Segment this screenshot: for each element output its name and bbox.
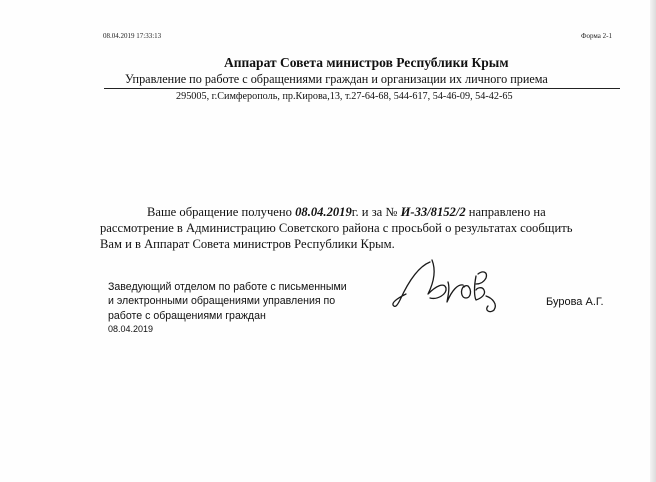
registration-number: И-33/8152/2	[400, 205, 466, 219]
signatory-position	[108, 280, 347, 323]
handwritten-signature	[390, 256, 508, 316]
header-divider	[104, 88, 620, 89]
letter-line-3: Вам и в Аппарат Совета министров Республики Крым.	[100, 237, 395, 252]
scan-edge	[650, 0, 656, 482]
position-line-1: Заведующий отделом по работе с письменными	[108, 281, 347, 293]
organization-address: 295005, г.Симферополь, пр.Кирова,13, т.27-64-68, 544-617, 54-46-09, 54-42-65	[176, 91, 513, 102]
signatory-name: Бурова А.Г.	[546, 296, 604, 308]
letter-text: г. и за №	[351, 205, 401, 219]
letter-line-2: рассмотрение в Администрацию Советского района с просьбой о результатах сообщить	[100, 221, 573, 236]
letter-line-1	[100, 204, 622, 220]
print-timestamp: 08.04.2019 17:33:13	[103, 32, 162, 40]
position-line-2: и электронными обращениями управления по	[108, 295, 336, 308]
received-date: 08.04.2019	[295, 205, 352, 219]
organization-title: Аппарат Совета министров Республики Крым	[224, 55, 509, 70]
letter-text: направлено на	[465, 205, 546, 219]
form-label: Форма 2-1	[581, 32, 612, 40]
position-line-3: работе с обращениями граждан	[108, 309, 266, 322]
department-name: Управление по работе с обращениями граждан и организации их личного приема	[125, 72, 548, 86]
letter-text: Ваше обращение получено	[147, 205, 296, 219]
signature-date: 08.04.2019	[108, 324, 154, 334]
letter-body	[100, 204, 622, 253]
